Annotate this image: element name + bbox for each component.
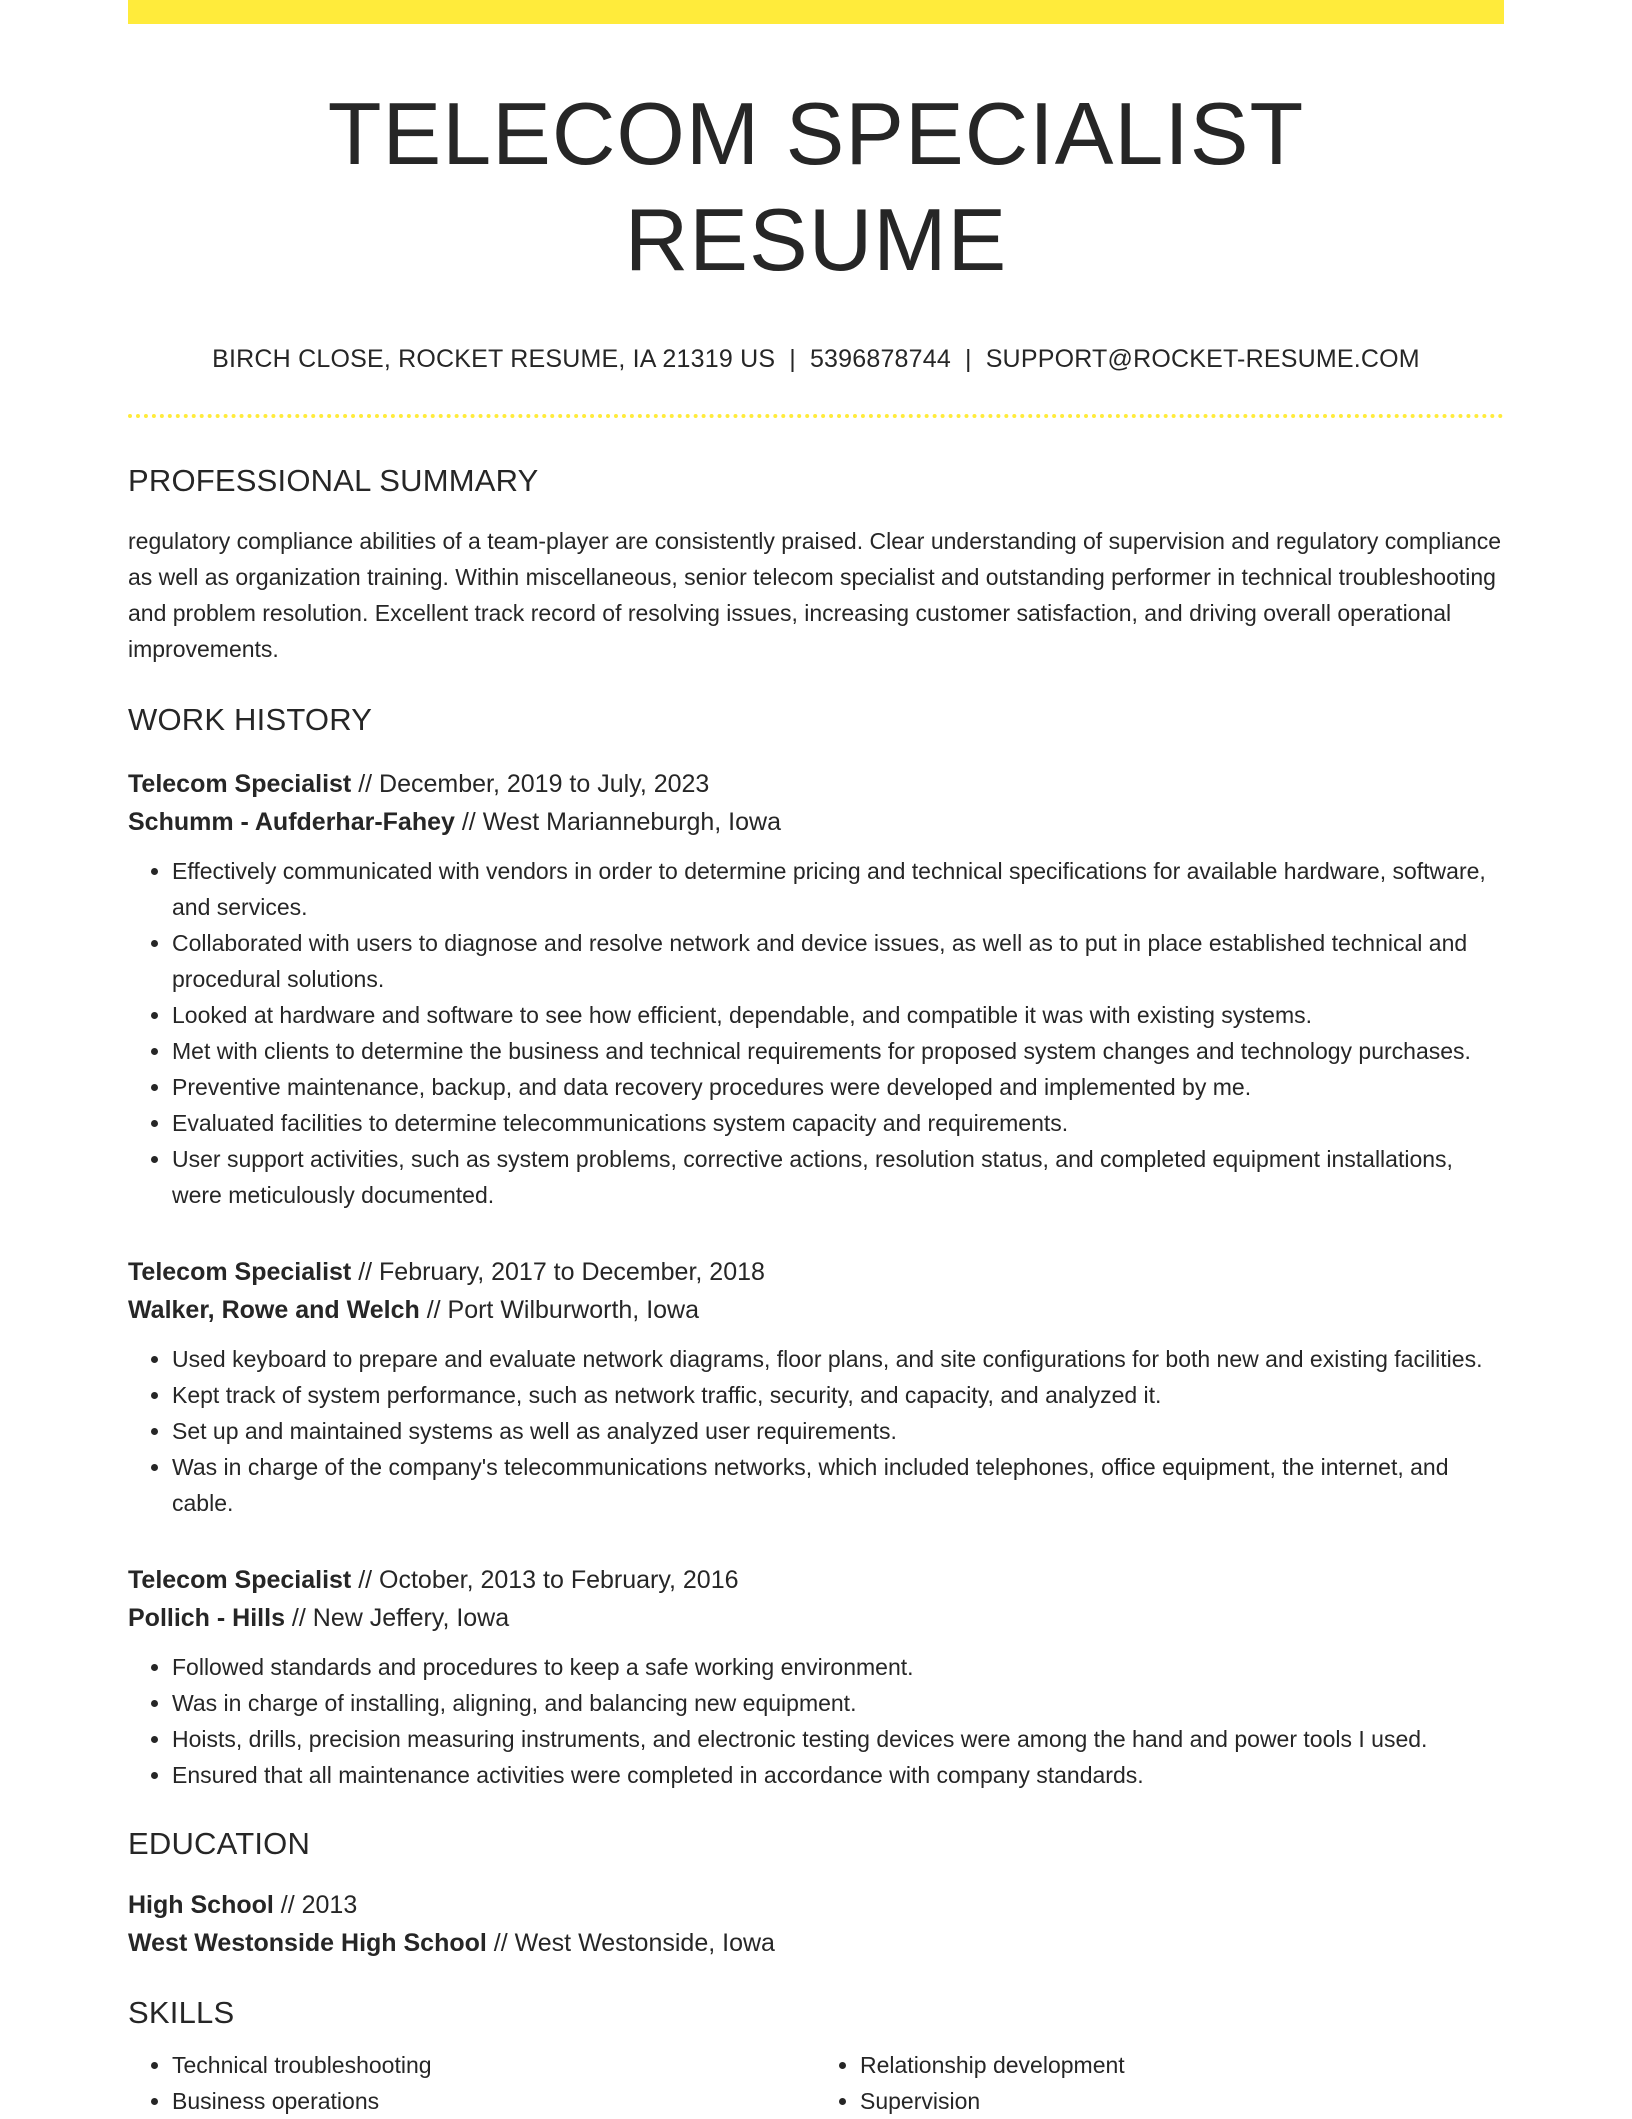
- list-item: • Used keyboard to prepare and evaluate network diagrams, floor plans, and site configurations for both new and existing facilities.: [172, 1341, 1504, 1377]
- page-title: TELECOM SPECIALIST RESUME: [327, 84, 1305, 289]
- job-bullets: [128, 853, 1504, 1213]
- job-entry: [128, 1561, 1504, 1793]
- education-school: West Westonside High School: [128, 1928, 487, 1957]
- contact-email: SUPPORT@ROCKET-RESUME.COM: [985, 345, 1420, 374]
- job-location: // Port Wilburworth, Iowa: [419, 1295, 699, 1324]
- job-location: // New Jeffery, Iowa: [284, 1603, 510, 1632]
- job-title-line: [128, 1561, 1504, 1599]
- list-item: • Technical troubleshooting: [172, 2047, 816, 2083]
- education-school-line: [128, 1924, 1504, 1962]
- job-title: Telecom Specialist: [128, 1257, 352, 1286]
- skills-heading: SKILLS: [128, 1994, 235, 2030]
- list-item: • Met with clients to determine the business and technical requirements for proposed system changes and technology purchases.: [172, 1033, 1504, 1069]
- contact-separator: |: [789, 345, 796, 374]
- job-title: Telecom Specialist: [128, 1565, 352, 1594]
- job-title-line: [128, 1253, 1504, 1291]
- education-degree-line: [128, 1886, 1504, 1924]
- job-company: Schumm - Aufderhar-Fahey: [128, 807, 455, 836]
- list-item: • Followed standards and procedures to keep a safe working environment.: [172, 1649, 1504, 1685]
- list-item: • Was in charge of the company's telecommunications networks, which included telephones, office equipment, the internet, and cable.: [172, 1449, 1504, 1521]
- skills-column-left: [128, 2047, 816, 2119]
- accent-bar: [128, 0, 1504, 24]
- skills-column-right: [816, 2047, 1504, 2119]
- job-company-line: [128, 803, 1504, 841]
- job-dates: // February, 2017 to December, 2018: [351, 1257, 765, 1286]
- list-item: • Collaborated with users to diagnose and resolve network and device issues, as well as to put in place established technical and procedural solutions.: [172, 925, 1504, 997]
- list-item: • Supervision: [860, 2083, 1504, 2119]
- list-item: • Looked at hardware and software to see how efficient, dependable, and compatible it was with existing systems.: [172, 997, 1504, 1033]
- contact-line: [128, 344, 1504, 374]
- list-item: • Was in charge of installing, aligning, and balancing new equipment.: [172, 1685, 1504, 1721]
- education-degree: High School: [128, 1890, 274, 1919]
- job-title: Telecom Specialist: [128, 769, 352, 798]
- education-entry: [128, 1886, 1504, 1962]
- contact-address: BIRCH CLOSE, ROCKET RESUME, IA 21319 US: [212, 345, 776, 374]
- work-history-heading: WORK HISTORY: [128, 702, 373, 738]
- list-item: • Hoists, drills, precision measuring instruments, and electronic testing devices were among the hand and power tools I used.: [172, 1721, 1504, 1757]
- education-heading: EDUCATION: [128, 1825, 311, 1861]
- job-entry: [128, 765, 1504, 1213]
- list-item: • Business operations: [172, 2083, 816, 2119]
- job-bullets: [128, 1649, 1504, 1793]
- list-item: • Ensured that all maintenance activities were completed in accordance with company standards.: [172, 1757, 1504, 1793]
- resume-page: [128, 0, 1504, 2119]
- contact-separator: |: [964, 345, 972, 374]
- job-bullets: [128, 1341, 1504, 1521]
- education-location: // West Westonside, Iowa: [486, 1928, 775, 1957]
- list-item: • Preventive maintenance, backup, and data recovery procedures were developed and implemented by me.: [172, 1069, 1504, 1105]
- list-item: • Set up and maintained systems as well as analyzed user requirements.: [172, 1413, 1504, 1449]
- job-company-line: [128, 1291, 1504, 1329]
- list-item: • Relationship development: [860, 2047, 1504, 2083]
- job-company-line: [128, 1599, 1504, 1637]
- list-item: • User support activities, such as system problems, corrective actions, resolution status, and completed equipment installations, were meticulously documented.: [172, 1141, 1504, 1213]
- job-dates: // December, 2019 to July, 2023: [351, 769, 710, 798]
- contact-phone: 5396878744: [809, 345, 951, 374]
- list-item: • Kept track of system performance, such as network traffic, security, and capacity, and analyzed it.: [172, 1377, 1504, 1413]
- job-location: // West Marianneburgh, Iowa: [454, 807, 781, 836]
- job-entry: [128, 1253, 1504, 1521]
- list-item: • Evaluated facilities to determine telecommunications system capacity and requirements.: [172, 1105, 1504, 1141]
- job-company: Pollich - Hills: [128, 1603, 285, 1632]
- divider: [128, 414, 1504, 418]
- skills-grid: [128, 2047, 1504, 2119]
- job-title-line: [128, 765, 1504, 803]
- list-item: • Effectively communicated with vendors in order to determine pricing and technical specifications for available hardware, software, and services.: [172, 853, 1504, 925]
- education-year: // 2013: [273, 1890, 358, 1919]
- summary-text: regulatory compliance abilities of a team-player are consistently praised. Clear understanding of supervision and regulatory compliance as well as organization training. Within miscellaneous, senior telecom specialist and outstanding performer in technical troubleshooting and problem resolution. Excellent track record of resolving issues, increasing customer satisfaction, and driving overall operational improvements.: [128, 528, 1502, 663]
- summary-heading: PROFESSIONAL SUMMARY: [128, 463, 539, 499]
- job-dates: // October, 2013 to February, 2016: [351, 1565, 739, 1594]
- job-company: Walker, Rowe and Welch: [128, 1295, 420, 1324]
